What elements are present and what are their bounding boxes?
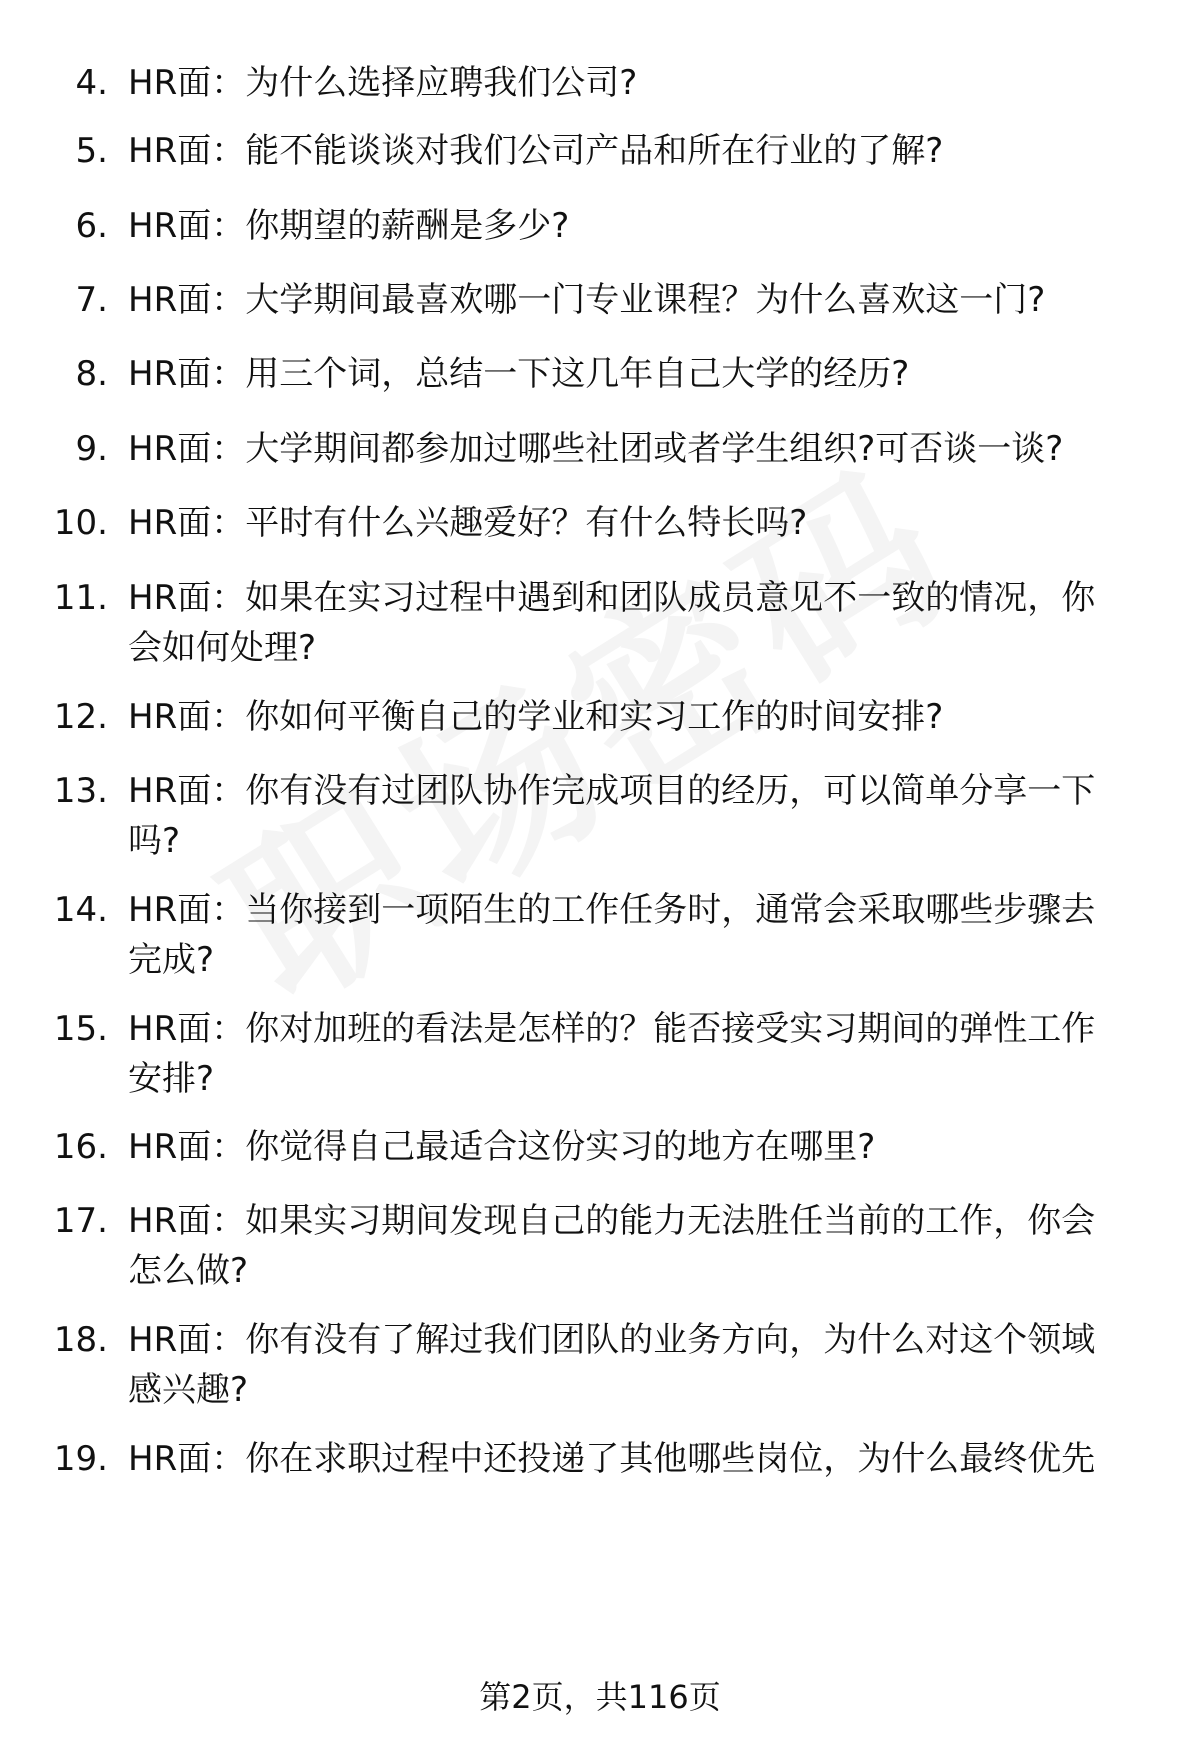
item-number: 13. xyxy=(53,771,108,811)
item-text: HR面：你觉得自己最适合这份实习的地方在哪里? xyxy=(128,1127,876,1167)
item-text: HR面：能不能谈谈对我们公司产品和所在行业的了解? xyxy=(128,131,944,171)
item-number: 4. xyxy=(75,63,108,103)
item-text: HR面：用三个词，总结一下这几年自己大学的经历? xyxy=(128,354,910,394)
item-number: 18. xyxy=(53,1320,108,1360)
item-text: HR面：平时有什么兴趣爱好？有什么特长吗? xyxy=(128,503,808,543)
item-text: HR面：当你接到一项陌生的工作任务时，通常会采取哪些步骤去 完成? xyxy=(128,890,1096,980)
item-number: 8. xyxy=(75,354,108,394)
item-number: 16. xyxy=(53,1127,108,1167)
item-text: HR面：你有没有了解过我们团队的业务方向，为什么对这个领域 感兴趣? xyxy=(128,1320,1096,1410)
item-text: HR面：你对加班的看法是怎样的？能否接受实习期间的弹性工作 安排? xyxy=(128,1009,1096,1099)
item-text: HR面：你有没有过团队协作完成项目的经历，可以简单分享一下 吗? xyxy=(128,771,1096,861)
item-number: 17. xyxy=(53,1201,108,1241)
item-number: 7. xyxy=(75,280,108,320)
item-text: HR面：如果在实习过程中遇到和团队成员意见不一致的情况，你 会如何处理? xyxy=(128,578,1096,668)
item-number: 12. xyxy=(53,697,108,737)
page-footer: 第2页，共116页 xyxy=(479,1678,721,1716)
item-number: 6. xyxy=(75,206,108,246)
item-number: 14. xyxy=(53,890,108,930)
item-text: HR面：大学期间最喜欢哪一门专业课程？为什么喜欢这一门? xyxy=(128,280,1046,320)
item-text: HR面：大学期间都参加过哪些社团或者学生组织?可否谈一谈? xyxy=(128,429,1064,469)
item-number: 19. xyxy=(53,1439,108,1479)
item-number: 11. xyxy=(53,578,108,618)
item-text: HR面：你在求职过程中还投递了其他哪些岗位，为什么最终优先 xyxy=(128,1439,1096,1479)
item-text: HR面：为什么选择应聘我们公司? xyxy=(128,63,638,103)
item-text: HR面：你期望的薪酬是多少? xyxy=(128,206,570,246)
item-text: HR面：你如何平衡自己的学业和实习工作的时间安排? xyxy=(128,697,944,737)
item-number: 9. xyxy=(75,429,108,469)
item-number: 5. xyxy=(75,131,108,171)
item-number: 15. xyxy=(53,1009,108,1049)
item-number: 10. xyxy=(53,503,108,543)
item-text: HR面：如果实习期间发现自己的能力无法胜任当前的工作，你会 怎么做? xyxy=(128,1201,1096,1291)
